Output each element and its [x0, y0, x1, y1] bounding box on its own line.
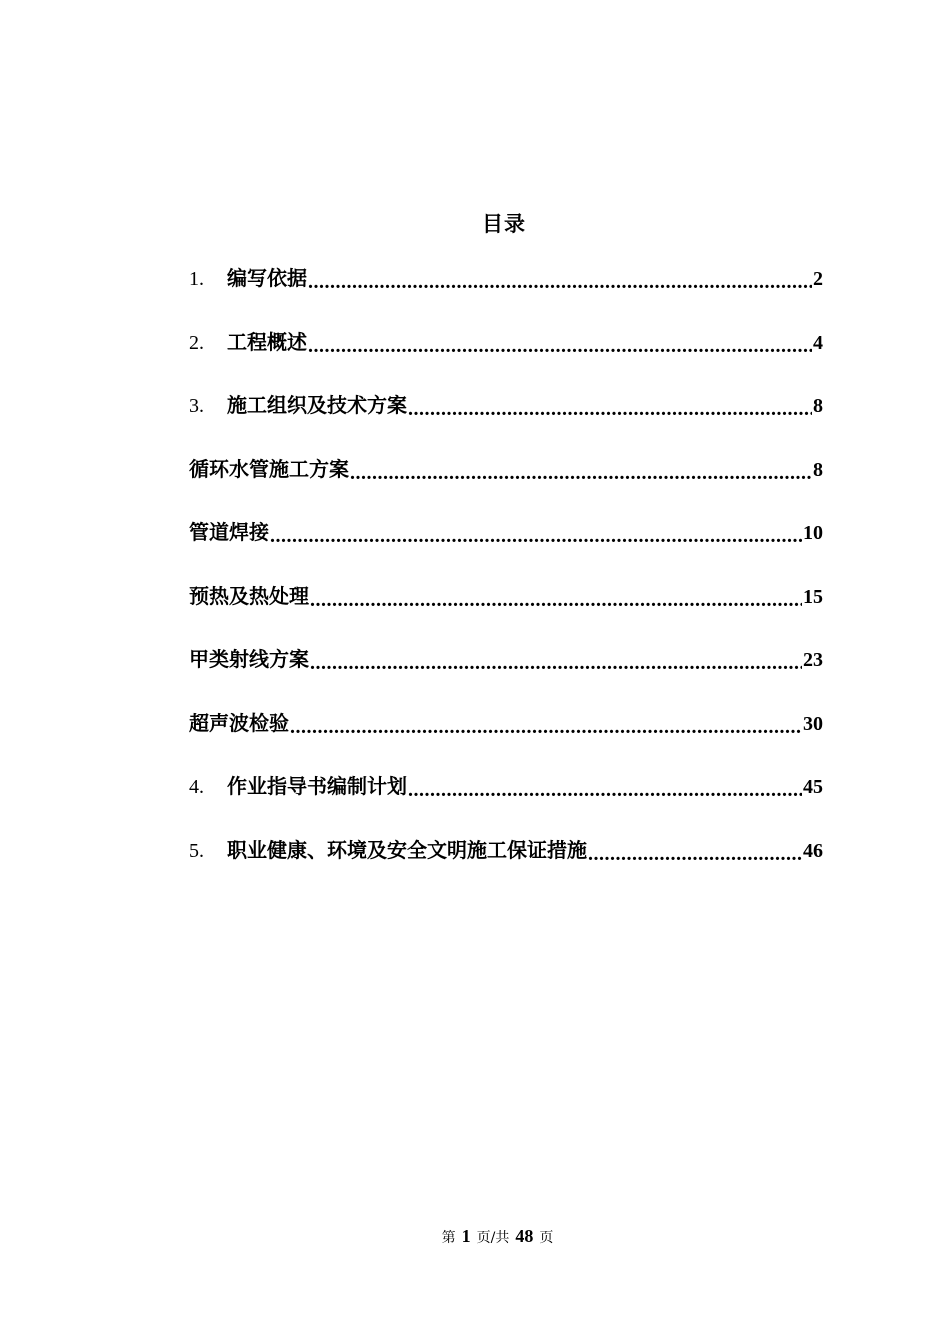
toc-entry-page: 30 [803, 712, 823, 735]
toc-entry-title: 作业指导书编制计划 [227, 774, 407, 798]
toc-leader-dots [310, 587, 802, 607]
toc-entry-page: 23 [803, 649, 823, 671]
toc-entry-page: 15 [803, 585, 823, 608]
toc-leader-dots [408, 777, 802, 797]
toc-entry[interactable] [189, 643, 823, 707]
page-footer [0, 1226, 950, 1247]
toc-entry[interactable] [189, 516, 823, 580]
toc-entry[interactable] [189, 770, 823, 834]
toc-entry-page: 2 [813, 268, 823, 290]
toc-entry-title: 编写依据 [227, 266, 307, 290]
toc-entry-page: 45 [803, 776, 823, 798]
toc-entry-number: 2. [189, 331, 204, 354]
toc-entry[interactable] [189, 580, 823, 644]
toc-leader-dots [408, 396, 812, 416]
toc-entry-number: 5. [189, 839, 204, 862]
toc-title: 目录 [482, 211, 526, 236]
toc-entry-page: 8 [813, 458, 823, 481]
toc-entry[interactable] [189, 834, 823, 898]
footer-prefix: 第 [441, 1230, 456, 1246]
toc-entry-title: 职业健康、环境及安全文明施工保证措施 [227, 837, 587, 862]
toc-entry-title: 甲类射线方案 [189, 647, 309, 671]
toc-leader-dots [270, 523, 802, 543]
toc-entry[interactable] [189, 707, 823, 771]
toc-entry-title: 超声波检验 [189, 710, 289, 735]
toc-entry-title: 管道焊接 [189, 520, 269, 544]
toc-entry-title: 施工组织及技术方案 [227, 393, 407, 417]
toc-leader-dots [308, 333, 812, 353]
footer-suffix: 页 [539, 1230, 554, 1246]
toc-entry[interactable] [189, 389, 823, 453]
toc-entry-title: 循环水管施工方案 [189, 456, 349, 481]
toc-entry-page: 10 [803, 522, 823, 544]
table-of-contents [189, 262, 823, 897]
toc-leader-dots [588, 841, 802, 861]
toc-entry-page: 4 [813, 331, 823, 354]
toc-leader-dots [308, 269, 812, 289]
total-page-count: 48 [515, 1226, 534, 1246]
toc-entry-number: 4. [189, 776, 204, 798]
toc-leader-dots [310, 650, 802, 670]
toc-entry-page: 46 [803, 839, 823, 862]
toc-entry-title: 工程概述 [227, 329, 307, 354]
toc-entry-page: 8 [813, 395, 823, 417]
toc-entry-number: 3. [189, 395, 204, 417]
toc-entry-title: 预热及热处理 [189, 583, 309, 608]
footer-middle: 页/共 [476, 1230, 510, 1246]
toc-leader-dots [290, 714, 802, 734]
toc-entry[interactable] [189, 453, 823, 517]
toc-entry-number: 1. [189, 268, 204, 290]
toc-entry[interactable] [189, 326, 823, 390]
toc-leader-dots [350, 460, 812, 480]
current-page-number: 1 [461, 1226, 471, 1246]
toc-entry[interactable] [189, 262, 823, 326]
